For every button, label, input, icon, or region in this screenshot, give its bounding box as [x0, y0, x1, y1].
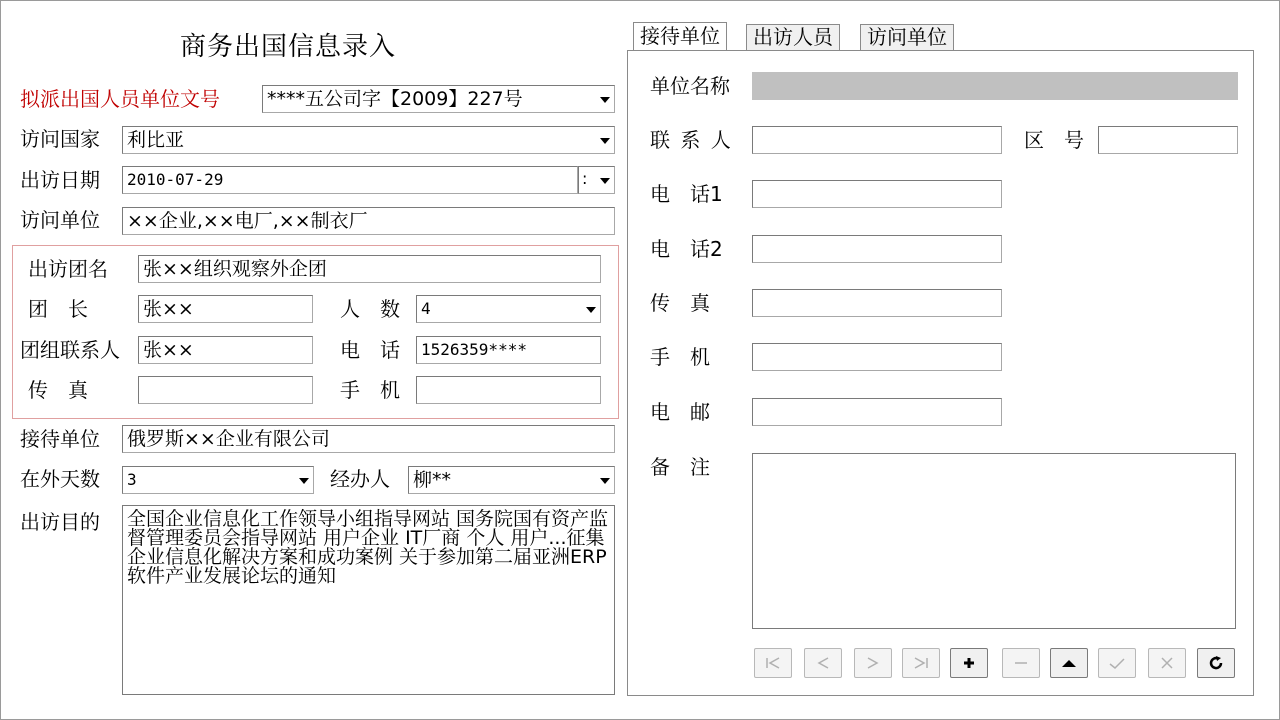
handler-value: 柳**: [413, 469, 452, 491]
remarks-textarea[interactable]: [752, 453, 1236, 629]
group-name-label: 出访团名: [28, 257, 108, 281]
right-mobile-input[interactable]: [752, 343, 1002, 371]
first-icon[interactable]: [754, 648, 792, 678]
remarks-label: 备 注: [650, 455, 710, 479]
phone1-label: 电 话1: [650, 182, 723, 206]
doc-number-combo[interactable]: [262, 85, 615, 113]
delete-icon[interactable]: [1002, 648, 1040, 678]
handler-label: 经办人: [330, 467, 390, 491]
refresh-icon[interactable]: [1197, 648, 1235, 678]
right-contact-input[interactable]: [752, 126, 1002, 154]
phone-label: 电 话: [340, 338, 400, 362]
prior-icon[interactable]: [804, 648, 842, 678]
purpose-textarea[interactable]: 全国企业信息化工作领导小组指导网站 国务院国有资产监督管理委员会指导网站 用户企业 IT厂商 个人 用户...征集企业信息化解决方案和成功案例 关于参加第二届亚洲ERP软件产业发展论坛的通知: [122, 505, 615, 695]
chevron-down-icon[interactable]: [600, 138, 610, 144]
date-label: 出访日期: [20, 168, 100, 192]
tab-visitors[interactable]: 出访人员: [746, 24, 840, 50]
mobile-input[interactable]: [416, 376, 601, 404]
cancel-icon[interactable]: [1148, 648, 1186, 678]
leader-label: 团 长: [28, 297, 88, 321]
chevron-down-icon[interactable]: [600, 97, 610, 103]
date-input[interactable]: 2010-07-29: [122, 166, 578, 194]
email-input[interactable]: [752, 398, 1002, 426]
chevron-down-icon[interactable]: [299, 478, 309, 484]
date-picker-button[interactable]: [578, 166, 615, 194]
right-fax-label: 传 真: [650, 291, 710, 315]
phone2-label: 电 话2: [650, 237, 723, 261]
country-value: 利比亚: [127, 129, 185, 151]
area-code-label: 区 号: [1024, 128, 1084, 152]
leader-input[interactable]: 张××: [138, 295, 313, 323]
phone1-input[interactable]: [752, 180, 1002, 208]
country-combo[interactable]: [122, 126, 615, 154]
tab-host-unit[interactable]: 接待单位: [633, 22, 727, 50]
count-value: 4: [421, 299, 431, 318]
insert-icon[interactable]: [950, 648, 988, 678]
mobile-label: 手 机: [340, 378, 400, 402]
chevron-down-icon[interactable]: [586, 307, 596, 313]
right-fax-input[interactable]: [752, 289, 1002, 317]
days-abroad-value: 3: [127, 470, 137, 489]
host-unit-label: 接待单位: [20, 427, 100, 451]
chevron-down-icon[interactable]: [600, 478, 610, 484]
edit-icon[interactable]: [1050, 648, 1088, 678]
email-label: 电 邮: [650, 400, 710, 424]
group-name-input[interactable]: 张××组织观察外企团: [138, 255, 601, 283]
right-contact-label: 联 系 人: [650, 128, 733, 152]
fax-label: 传 真: [28, 378, 88, 402]
tab-visit-units[interactable]: 访问单位: [860, 24, 954, 50]
handler-combo[interactable]: [408, 466, 615, 494]
doc-number-value: ****五公司字【2009】227号: [267, 88, 523, 110]
last-icon[interactable]: [902, 648, 940, 678]
country-label: 访问国家: [20, 127, 100, 151]
purpose-label: 出访目的: [20, 510, 100, 534]
visit-units-input[interactable]: ××企业,××电厂,××制衣厂: [122, 207, 615, 235]
chevron-down-icon[interactable]: [600, 178, 610, 184]
host-unit-input[interactable]: 俄罗斯××企业有限公司: [122, 425, 615, 453]
phone2-input[interactable]: [752, 235, 1002, 263]
contact-input[interactable]: 张××: [138, 336, 313, 364]
next-icon[interactable]: [854, 648, 892, 678]
area-code-input[interactable]: [1098, 126, 1238, 154]
count-combo[interactable]: [416, 295, 601, 323]
days-abroad-label: 在外天数: [20, 467, 100, 491]
visit-units-label: 访问单位: [20, 208, 100, 232]
colon-glyph: :: [582, 169, 588, 188]
fax-input[interactable]: [138, 376, 313, 404]
unit-name-label: 单位名称: [650, 74, 730, 98]
doc-number-label: 拟派出国人员单位文号: [20, 87, 220, 111]
page-title: 商务出国信息录入: [180, 32, 397, 62]
post-icon[interactable]: [1098, 648, 1136, 678]
count-label: 人 数: [340, 297, 400, 321]
unit-name-input[interactable]: [752, 72, 1238, 100]
phone-input[interactable]: 1526359****: [416, 336, 601, 364]
days-abroad-combo[interactable]: [122, 466, 314, 494]
right-mobile-label: 手 机: [650, 345, 710, 369]
contact-label: 团组联系人: [20, 338, 120, 362]
